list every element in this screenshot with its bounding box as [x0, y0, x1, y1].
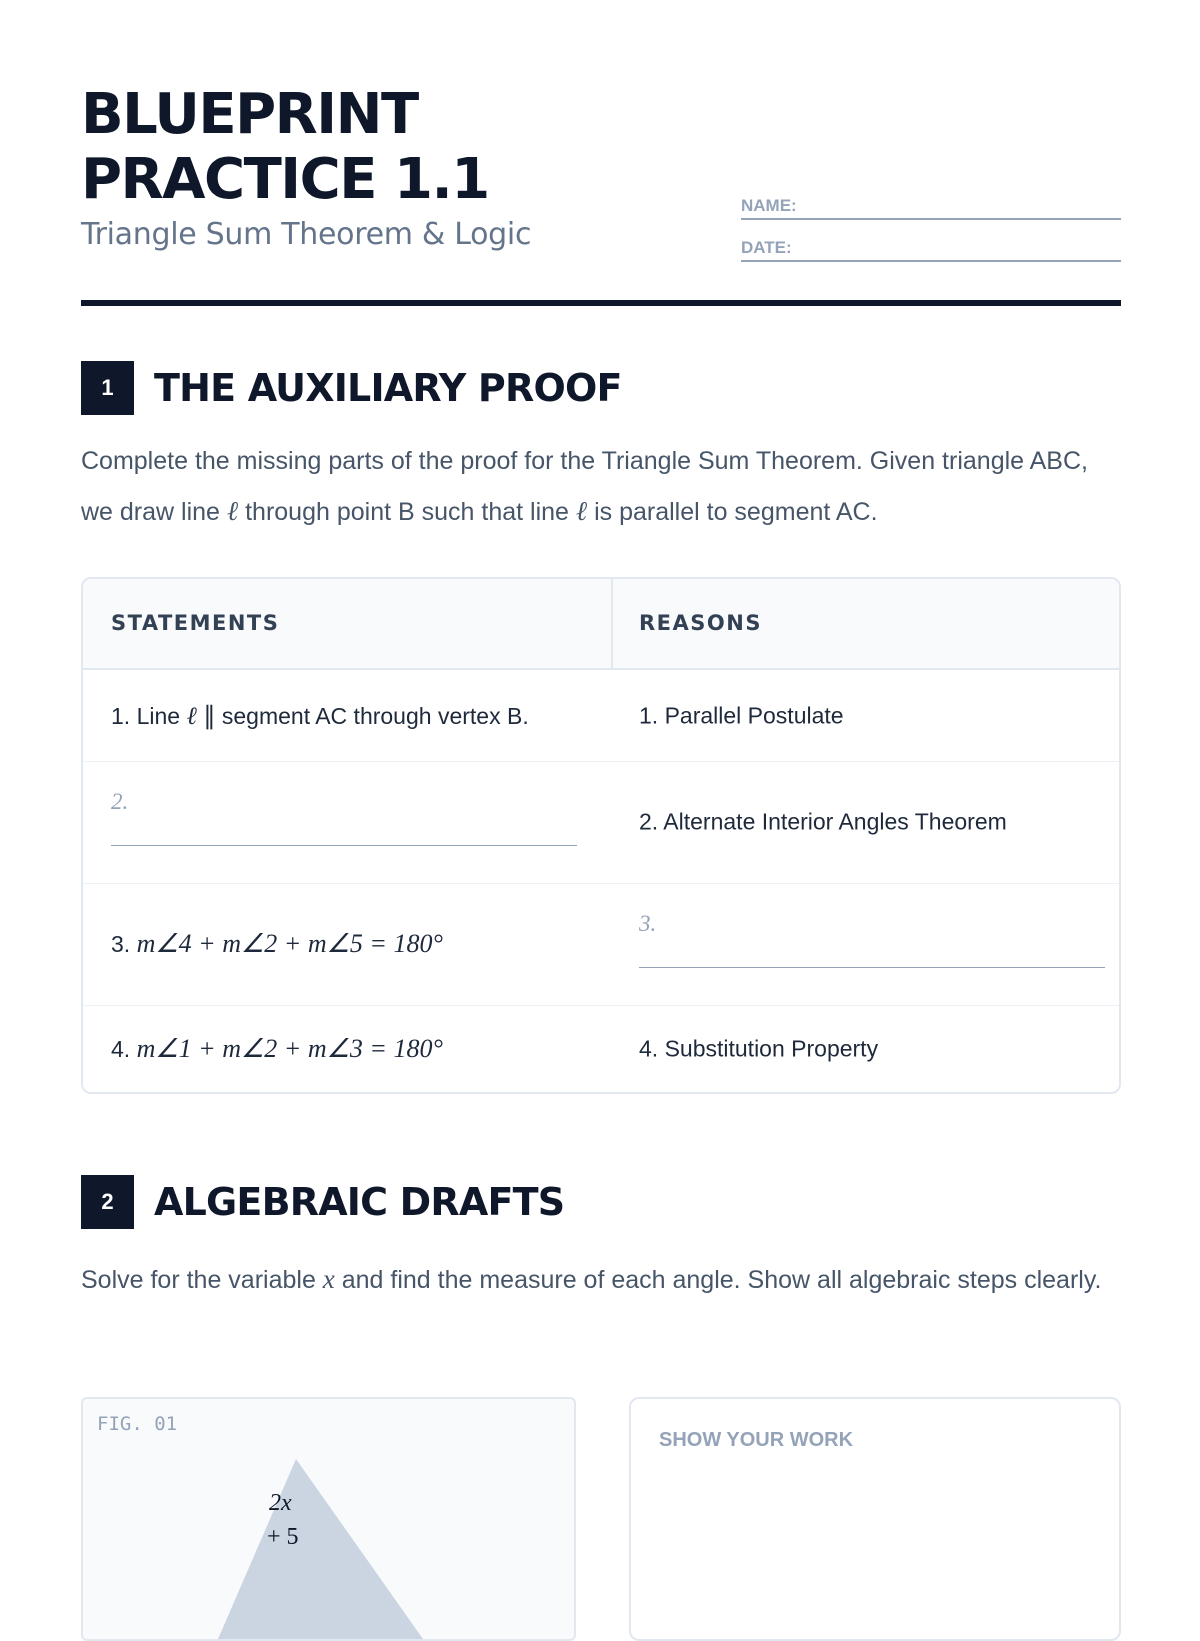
- statement-cell[interactable]: [111, 761, 586, 883]
- work-area[interactable]: [629, 1397, 1121, 1641]
- statement-suffix: segment AC through vertex B.: [221, 702, 529, 729]
- section-2-number-badge: 2: [81, 1175, 134, 1229]
- blank-statement-number: 2.: [111, 789, 129, 814]
- statements-header: STATEMENTS: [111, 611, 280, 635]
- line-symbol: ℓ: [226, 496, 239, 526]
- reason-cell: [639, 761, 1109, 883]
- statement-text: [111, 1034, 443, 1064]
- triangle-figure: [83, 1399, 574, 1639]
- instructions-text-2: through point B such that line: [238, 498, 576, 526]
- proof-row: [83, 1005, 1119, 1092]
- name-label: NAME:: [741, 196, 797, 215]
- reason-cell: [639, 670, 1109, 761]
- figure-card: [81, 1397, 576, 1641]
- worksheet-header: [81, 0, 1121, 306]
- variable-x: x: [322, 1264, 335, 1294]
- section-1-heading: [81, 361, 1121, 415]
- section-2-title: ALGEBRAIC DRAFTS: [154, 1180, 565, 1224]
- statement-prefix: 1. Line: [111, 702, 187, 729]
- triangle-shape: [218, 1459, 423, 1639]
- header-column-divider: [611, 579, 613, 668]
- date-label: DATE:: [741, 238, 792, 257]
- angle-label-line-2: + 5: [267, 1524, 299, 1550]
- date-field[interactable]: [741, 232, 1121, 262]
- proof-row: [83, 670, 1119, 762]
- figure-label: FIG. 01: [97, 1413, 178, 1435]
- worksheet-page: [81, 0, 1121, 1550]
- name-field[interactable]: [741, 190, 1121, 220]
- statement-answer-line[interactable]: [111, 845, 577, 846]
- proof-table-header: [83, 579, 1119, 670]
- proof-row: [83, 761, 1119, 884]
- instructions-text-1: Solve for the variable: [81, 1266, 323, 1294]
- instructions-text-2: and find the measure of each angle. Show all algebraic steps clearly.: [334, 1266, 1102, 1294]
- section-1-title: THE AUXILIARY PROOF: [154, 366, 622, 410]
- section-1-number-badge: 1: [81, 361, 134, 415]
- reason-text: 2. Alternate Interior Angles Theorem: [639, 808, 1007, 835]
- statement-equation: m∠1 + m∠2 + m∠3 = 180°: [136, 1033, 443, 1063]
- blank-reason-number: 3.: [639, 911, 657, 936]
- title-line-2: PRACTICE 1.1: [81, 147, 489, 212]
- statement-text: [111, 701, 529, 731]
- reason-cell: [639, 1005, 1109, 1092]
- page-title: [81, 82, 489, 212]
- reason-answer-line[interactable]: [639, 967, 1105, 968]
- statement-prefix: 3.: [111, 931, 137, 957]
- statement-prefix: 4.: [111, 1035, 137, 1062]
- statement-cell: [111, 670, 586, 761]
- reasons-header: REASONS: [639, 611, 762, 635]
- angle-label-line-1: 2x: [269, 1490, 292, 1516]
- instructions-text-1: Complete the missing parts of the proof for the Triangle Sum Theorem. Given triangle ABC, we draw line: [81, 447, 1088, 526]
- parallel-symbol: ∥: [196, 702, 222, 730]
- reason-cell[interactable]: [639, 883, 1109, 1005]
- section-2-heading: [81, 1175, 1121, 1229]
- proof-row: [83, 883, 1119, 1006]
- title-line-1: BLUEPRINT: [81, 82, 418, 147]
- work-area-label: SHOW YOUR WORK: [659, 1429, 854, 1451]
- reason-text: 4. Substitution Property: [639, 1035, 879, 1061]
- instructions-text-3: is parallel to segment AC.: [587, 498, 878, 526]
- line-symbol: ℓ: [575, 496, 588, 526]
- reason-text: 1. Parallel Postulate: [639, 702, 844, 728]
- statement-cell: [111, 883, 586, 1005]
- page-subtitle: Triangle Sum Theorem & Logic: [81, 217, 532, 252]
- statement-cell: [111, 1005, 586, 1092]
- section-2-instructions: [81, 1257, 1121, 1302]
- section-1-instructions: [81, 436, 1121, 537]
- header-divider: [81, 300, 1121, 306]
- line-symbol: ℓ: [186, 702, 197, 730]
- statement-equation: m∠4 + m∠2 + m∠5 = 180°: [136, 929, 443, 958]
- statement-text: [111, 929, 443, 959]
- proof-table: [81, 577, 1121, 1094]
